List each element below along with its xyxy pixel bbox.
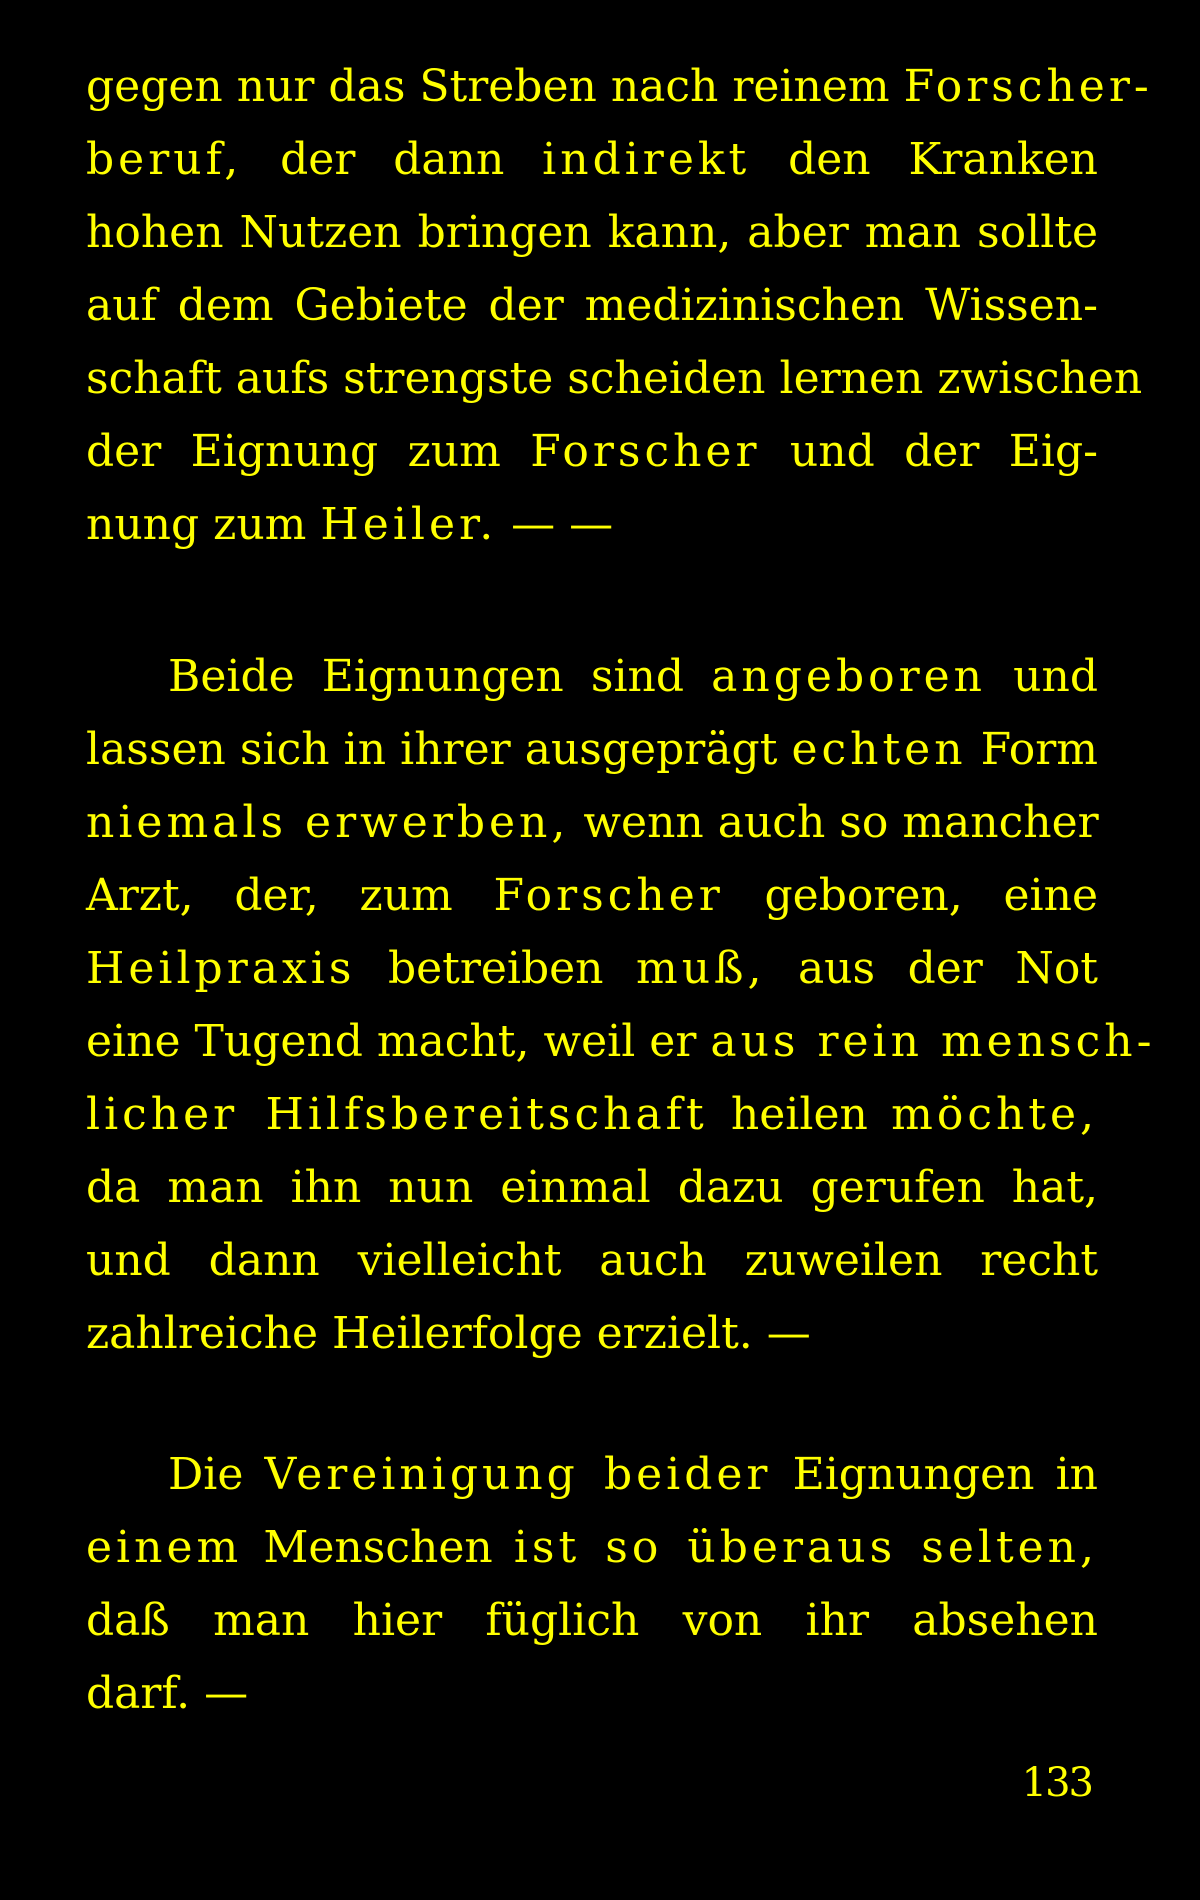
text-line: Beide Eignungen sind angeboren und [168,651,1099,702]
paragraph-2 [86,640,1156,1370]
text-line: der Eignung zum Forscher und der Eig- [86,426,1098,477]
text-line: darf. — [86,1668,249,1719]
text-line: daß man hier füglich von ihr absehen [86,1595,1098,1646]
text-line: Heilpraxis betreiben muß, aus der Not [86,943,1098,994]
text-line: niemals erwerben, wenn auch so mancher [86,797,1099,848]
text-line: nung zum Heiler. — — [86,499,614,550]
text-line: einem Menschen ist so überaus selten, [86,1522,1099,1573]
text-line: da man ihn nun einmal dazu gerufen hat, [86,1162,1098,1213]
text-line: Die Vereinigung beider Eignungen in [168,1449,1099,1500]
text-line: beruf, der dann indirekt den Kranken [86,134,1098,185]
text-line: lassen sich in ihrer ausgeprägt echten Form [86,724,1099,775]
text-line: und dann vielleicht auch zuweilen recht [86,1235,1098,1286]
text-line: eine Tugend macht, weil er aus rein mensch- [86,1016,1156,1067]
text-line: gegen nur das Streben nach reinem Forscher- [86,61,1153,112]
text-line: Arzt, der, zum Forscher geboren, eine [86,870,1098,921]
text-line: auf dem Gebiete der medizinischen Wissen- [86,280,1098,331]
text-line: licher Hilfsbereitschaft heilen möchte, [86,1089,1099,1140]
text-line: zahlreiche Heilerfolge erzielt. — [86,1308,811,1359]
paragraph-1 [86,50,1153,561]
page-number: 133 [1021,1760,1092,1806]
paragraph-3 [86,1438,1098,1730]
text-line: schaft aufs strengste scheiden lernen zwischen [86,353,1143,404]
text-line: hohen Nutzen bringen kann, aber man sollte [86,207,1098,258]
